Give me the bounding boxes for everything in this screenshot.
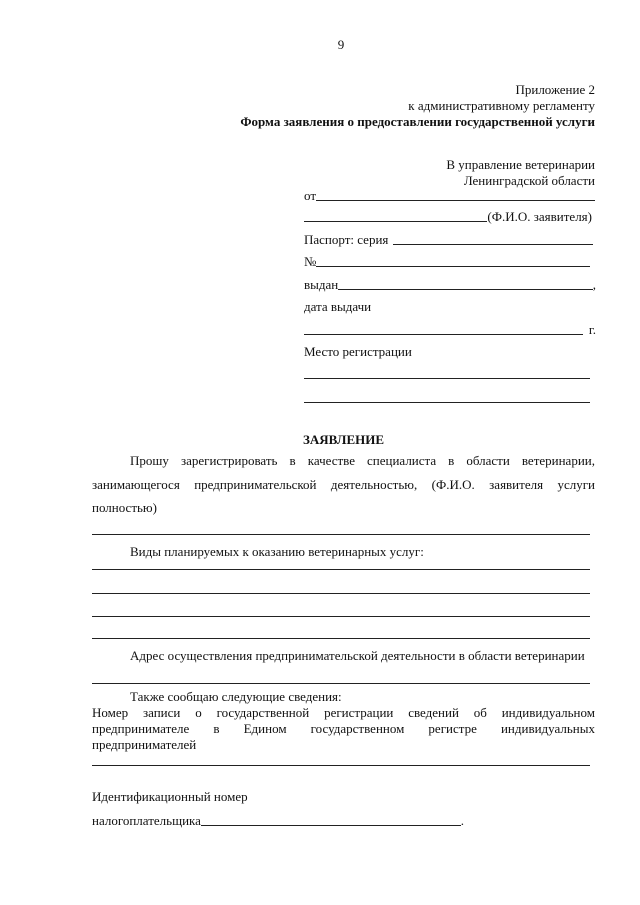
passport-issued-line bbox=[338, 277, 593, 290]
services-line-1 bbox=[92, 569, 590, 570]
from-label: от bbox=[304, 188, 317, 203]
passport-issued-suffix: , bbox=[592, 277, 596, 292]
addressee-line-1: В управление ветеринарии bbox=[446, 157, 595, 172]
statement-title: ЗАЯВЛЕНИЕ bbox=[302, 432, 385, 447]
form-title: Форма заявления о предоставлении государственной услуги bbox=[240, 114, 595, 129]
record-line-1: Номер записи о государственной регистрации сведений об индивидуальном bbox=[92, 705, 595, 720]
passport-issued-row bbox=[304, 277, 596, 293]
passport-series-line bbox=[393, 232, 593, 245]
inn-label: налогоплательщика bbox=[92, 813, 201, 828]
services-line-3 bbox=[92, 616, 590, 617]
year-suffix: г. bbox=[588, 322, 596, 337]
record-line-3: предпринимателей bbox=[92, 737, 197, 752]
request-line-2: занимающегося предпринимательской деятельностью, (Ф.И.О. заявителя услуги bbox=[92, 477, 595, 492]
applicant-fio-row bbox=[304, 209, 592, 225]
passport-series-row bbox=[304, 232, 593, 248]
request-line-3: полностью) bbox=[92, 500, 157, 515]
info-intro: Также сообщаю следующие сведения: bbox=[130, 689, 342, 704]
passport-series-label: Паспорт: серия bbox=[304, 232, 389, 247]
regulation-reference: к административному регламенту bbox=[408, 98, 595, 113]
issue-date-label: дата выдачи bbox=[304, 299, 372, 314]
inn-line bbox=[201, 813, 461, 826]
applicant-fio-line bbox=[304, 209, 487, 222]
request-line-1: Прошу зарегистрировать в качестве специалиста в области ветеринарии, bbox=[130, 453, 595, 468]
appendix-number: Приложение 2 bbox=[515, 82, 595, 97]
addressee-line-2: Ленинградской области bbox=[463, 173, 595, 188]
inn-label-line-1: Идентификационный номер bbox=[92, 789, 248, 804]
registration-line-1 bbox=[304, 378, 590, 379]
passport-issued-label: выдан bbox=[304, 277, 339, 292]
passport-number-line bbox=[316, 254, 590, 267]
applicant-fullname-line bbox=[92, 534, 590, 535]
applicant-from-line bbox=[316, 188, 595, 201]
inn-row bbox=[92, 813, 464, 829]
registration-line-2 bbox=[304, 402, 590, 403]
issue-date-row bbox=[304, 322, 596, 338]
address-line bbox=[92, 683, 590, 684]
passport-number-label: № bbox=[304, 254, 317, 269]
address-label: Адрес осуществления предпринимательской деятельности в области ветеринарии bbox=[130, 648, 585, 663]
inn-suffix: . bbox=[460, 813, 464, 828]
issue-date-line bbox=[304, 322, 583, 335]
services-label: Виды планируемых к оказанию ветеринарных услуг: bbox=[130, 544, 424, 559]
page-number: 9 bbox=[337, 37, 345, 52]
record-number-line bbox=[92, 765, 590, 766]
services-line-2 bbox=[92, 593, 590, 594]
services-line-4 bbox=[92, 638, 590, 639]
record-line-2: предпринимателе в Едином государственном регистре индивидуальных bbox=[92, 721, 595, 736]
applicant-from-row bbox=[304, 188, 595, 204]
registration-label: Место регистрации bbox=[304, 344, 412, 359]
fio-hint: (Ф.И.О. заявителя) bbox=[487, 209, 592, 224]
passport-number-row bbox=[304, 254, 590, 270]
